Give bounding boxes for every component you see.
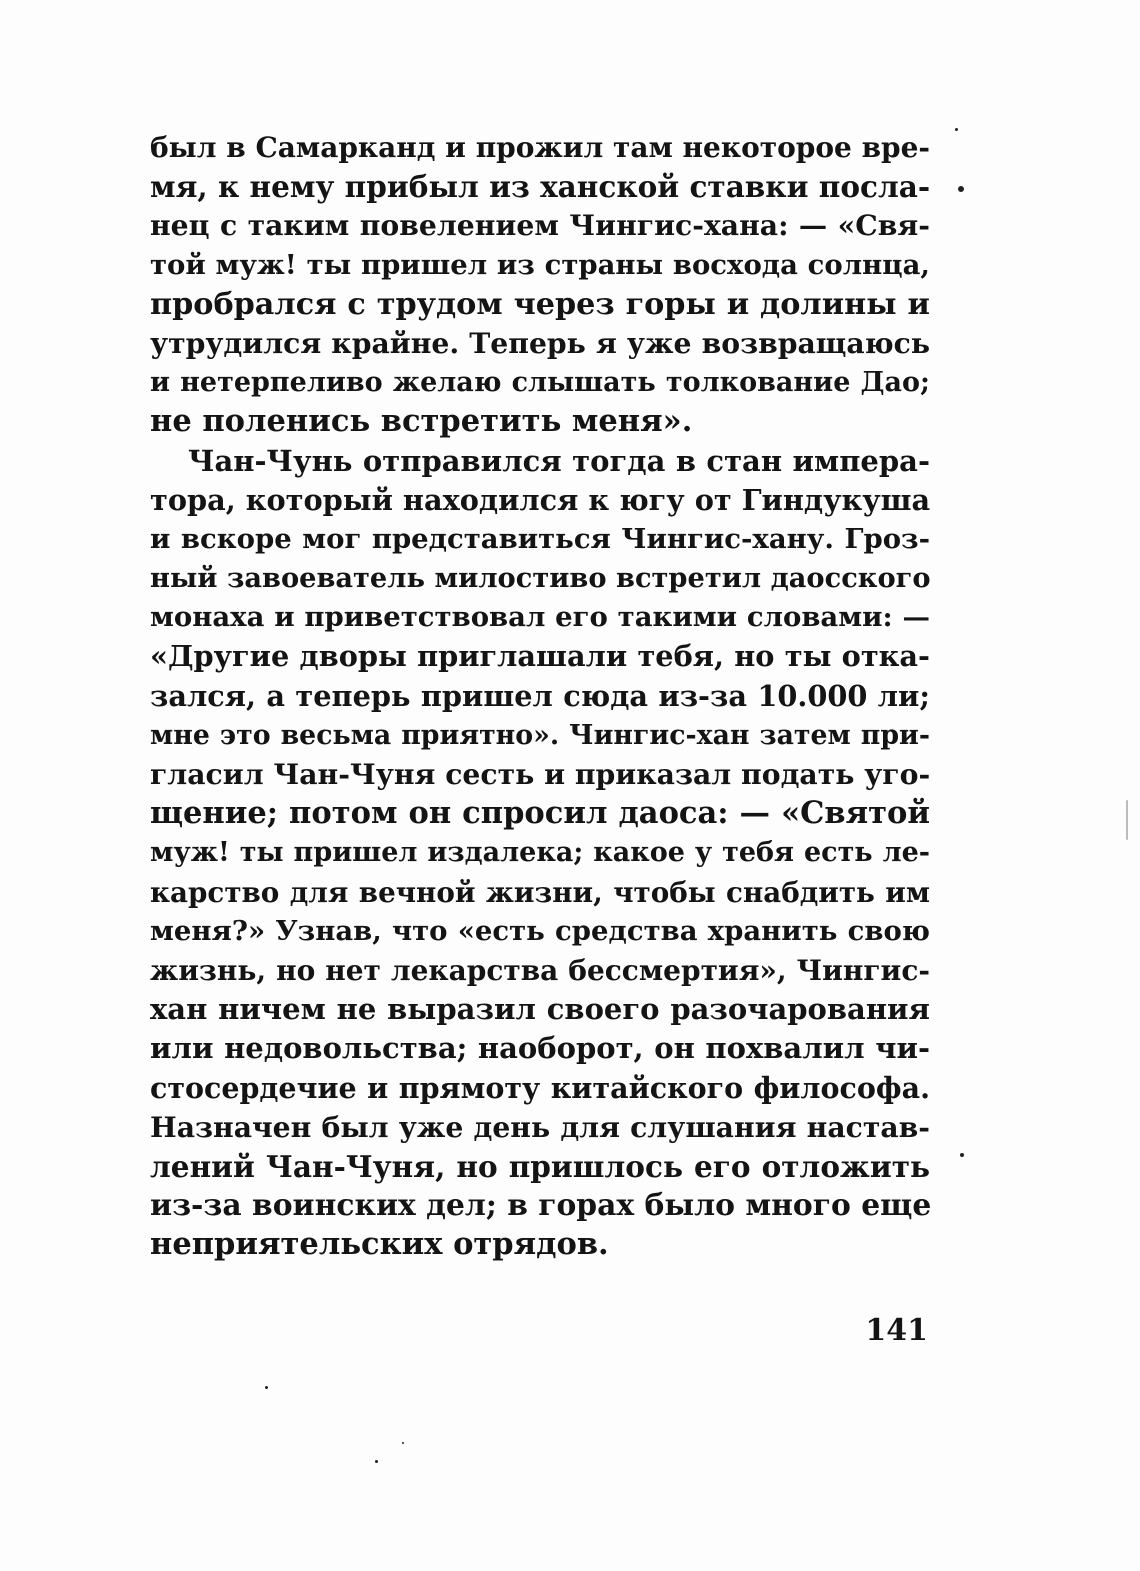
text-line: муж! ты пришел издалека; какое у тебя есть ле- xyxy=(150,837,930,869)
text-line: лений Чан-Чуня, но пришлось его отложить xyxy=(150,1148,930,1184)
text-line: стосердечие и прямоту китайского философа. xyxy=(150,1070,930,1105)
scan-speck xyxy=(402,1442,404,1444)
text-line: гласил Чан-Чуня сесть и приказал подать уго- xyxy=(150,757,931,791)
text-line: пробрался с трудом через горы и долины и xyxy=(150,286,930,322)
text-line: и вскоре мог представиться Чингис-хану. Гроз- xyxy=(150,522,930,555)
text-line: меня?» Узнав, что «есть средства хранить свою xyxy=(150,914,930,947)
text-line: был в Самарканд и прожил там некоторое вре- xyxy=(150,131,931,164)
text-line: тора, который находился к югу от Гиндукуша xyxy=(150,482,931,517)
text-line: «Другие дворы приглашали тебя, но ты отка- xyxy=(150,639,930,674)
text-line: или недовольства; наоборот, он похвалил чи- xyxy=(150,1031,930,1066)
text-line: той муж! ты пришел из страны восхода солнца, xyxy=(150,248,930,281)
scan-speck xyxy=(958,186,964,192)
text-line: хан ничем не выразил своего разочарования xyxy=(150,992,930,1027)
text-line: карство для вечной жизни, чтобы снабдить им xyxy=(150,875,930,909)
body-text xyxy=(150,128,930,1264)
text-line: нец с таким повелением Чингис-хана: — «Свя- xyxy=(150,208,930,243)
text-line: утрудился крайне. Теперь я уже возвращаюсь xyxy=(150,325,930,360)
page-number: 141 xyxy=(865,1313,928,1348)
scan-speck xyxy=(1126,800,1128,840)
scan-speck xyxy=(960,1153,964,1157)
text-line: не поленись встретить меня». xyxy=(150,403,693,440)
text-line: мне это весьма приятно». Чингис-хан затем при- xyxy=(150,719,930,751)
text-line: ный завоеватель милостиво встретил даосского xyxy=(150,562,931,595)
text-line: и нетерпеливо желаю слышать толкование Дао; xyxy=(150,367,930,399)
text-line: жизнь, но нет лекарства бессмертия», Чингис- xyxy=(150,953,930,987)
text-line: неприятельских отрядов. xyxy=(150,1226,609,1263)
scan-speck xyxy=(375,1460,378,1463)
text-line: из-за воинских дел; в горах было много еще xyxy=(150,1188,932,1224)
text-line: монаха и приветствовал его такими словами: — xyxy=(150,601,930,634)
text-line: Назначен был уже день для слушания настав- xyxy=(150,1109,930,1144)
text-line: мя, к нему прибыл из ханской ставки посла- xyxy=(150,169,931,205)
text-line: зался, а теперь пришел сюда из-за 10.000 ли; xyxy=(150,678,930,713)
scan-speck xyxy=(955,128,958,131)
text-line: щение; потом он спросил даоса: — «Святой xyxy=(150,795,930,832)
text-line: Чан-Чунь отправился тогда в стан импера- xyxy=(188,443,930,478)
scan-speck xyxy=(265,1386,268,1389)
